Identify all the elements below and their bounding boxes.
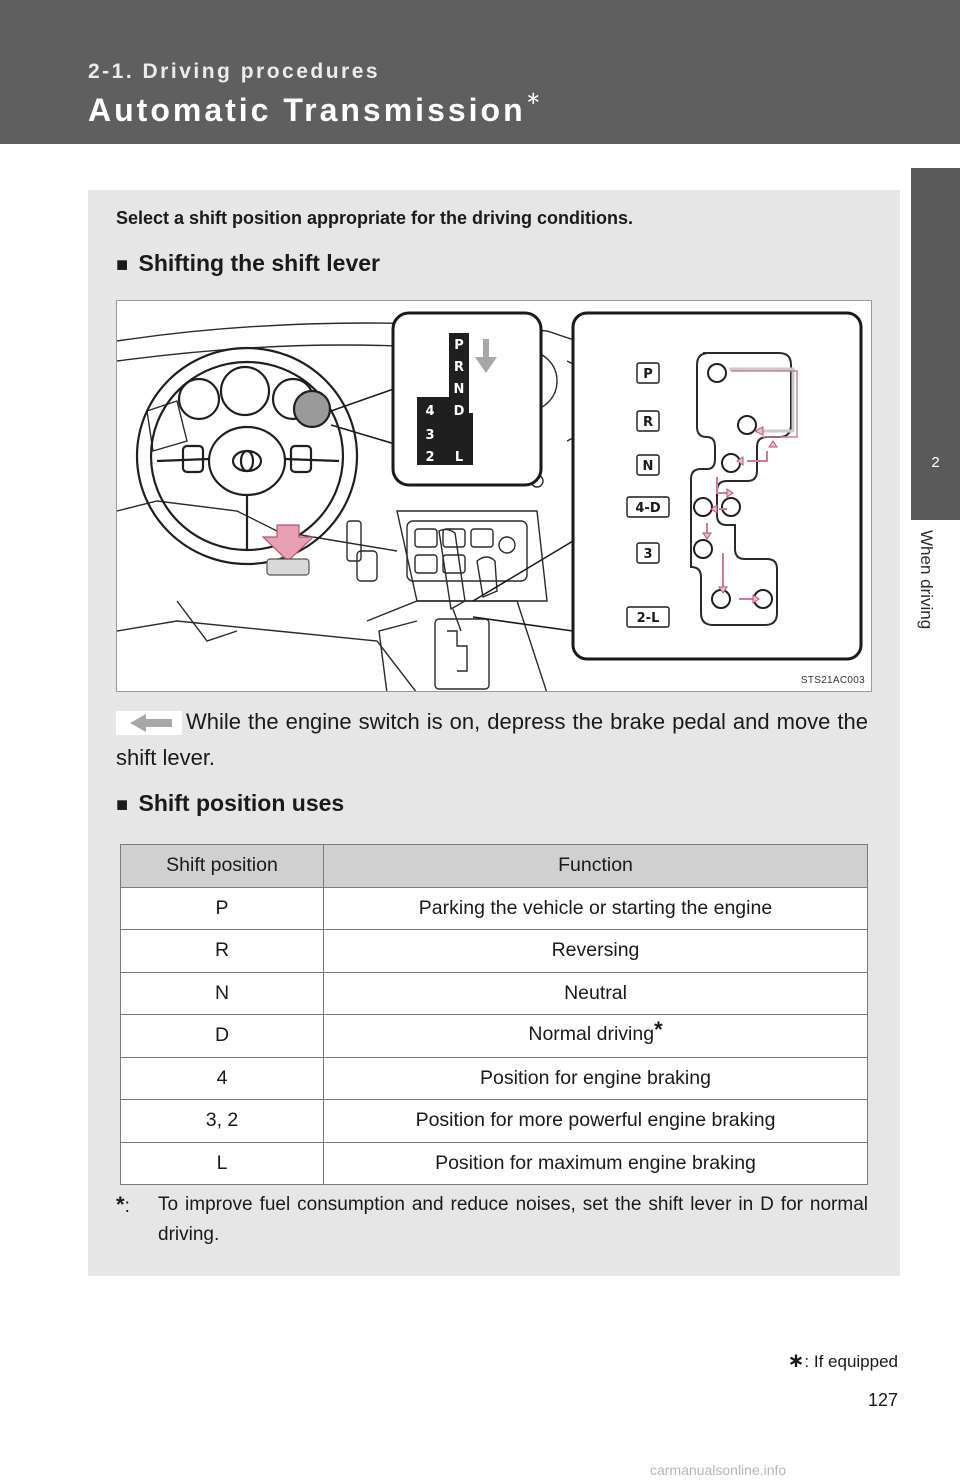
page-title	[88, 88, 541, 129]
subheading-uses	[116, 790, 344, 817]
dashboard-drawing	[117, 301, 872, 692]
gate-label-n: N	[453, 382, 465, 397]
gate-label-2: 2	[425, 450, 435, 465]
footnote-mark	[116, 1190, 130, 1222]
gate-label-3: 3	[425, 428, 435, 443]
footnote-colon: :	[124, 1196, 130, 1217]
position-cell: N	[121, 972, 324, 1015]
chapter-number: 2	[931, 454, 940, 471]
table-row	[121, 887, 868, 930]
page-header	[0, 0, 960, 144]
function-cell: Reversing	[324, 930, 868, 973]
subheading-shifting	[116, 250, 380, 277]
brake-note: While the engine switch is on, depress the brake pedal and move the shift lever.	[116, 709, 868, 770]
function-cell: Position for maximum engine braking	[324, 1142, 868, 1185]
square-bullet-icon: ■	[116, 794, 129, 816]
page-title-text: Automatic Transmission	[88, 92, 526, 128]
table-row	[121, 930, 868, 973]
table-row	[121, 972, 868, 1015]
if-equipped-note	[788, 1348, 898, 1373]
content-panel	[88, 190, 900, 1276]
chapter-tab[interactable]	[911, 168, 960, 520]
gate-label-d: D	[453, 404, 465, 419]
column-header-function: Function	[324, 845, 868, 888]
footnote-star: *	[116, 1192, 125, 1217]
pattern-label-p: P	[643, 367, 653, 382]
pattern-label-4-d: 4-D	[635, 501, 661, 516]
table-header-row	[121, 845, 868, 888]
function-cell: Parking the vehicle or starting the engine	[324, 887, 868, 930]
pattern-label-3: 3	[643, 547, 653, 562]
position-cell: R	[121, 930, 324, 973]
if-equipped-text: : If equipped	[804, 1352, 898, 1371]
table-row	[121, 1142, 868, 1185]
intro-text: Select a shift position appropriate for the driving conditions.	[116, 208, 634, 228]
gate-label-l: L	[454, 450, 464, 465]
function-text: Normal driving	[528, 1022, 655, 1045]
position-cell: D	[121, 1015, 324, 1058]
page-number: 127	[867, 1390, 898, 1410]
function-cell: Position for engine braking	[324, 1057, 868, 1100]
section-heading: 2-1. Driving procedures	[88, 60, 381, 83]
subheading-shifting-text: Shifting the shift lever	[138, 250, 381, 276]
position-cell: P	[121, 887, 324, 930]
table-row	[121, 1015, 868, 1058]
function-cell: Position for more powerful engine braking	[324, 1100, 868, 1143]
shift-lever-illustration	[116, 300, 872, 692]
table-row	[121, 1100, 868, 1143]
position-cell: 4	[121, 1057, 324, 1100]
table-row	[121, 1057, 868, 1100]
function-cell	[324, 1015, 868, 1058]
figure-code: STS21AC003	[800, 675, 865, 686]
pattern-label-n: N	[642, 459, 654, 474]
gate-label-r: R	[453, 360, 465, 375]
function-cell: Neutral	[324, 972, 868, 1015]
position-cell: 3, 2	[121, 1100, 324, 1143]
if-equipped-star: ∗	[787, 1350, 805, 1372]
pattern-label-r: R	[642, 415, 654, 430]
shift-position-table	[120, 844, 868, 1185]
subheading-uses-text: Shift position uses	[138, 790, 345, 816]
chapter-label: When driving	[917, 530, 936, 630]
square-bullet-icon: ■	[116, 254, 129, 276]
gate-label-4: 4	[425, 404, 435, 419]
footnote	[116, 1190, 868, 1250]
pattern-label-2-l: 2-L	[636, 611, 660, 626]
watermark: carmanualsonline.info	[650, 1462, 787, 1478]
column-header-position: Shift position	[121, 845, 324, 888]
gate-label-p: P	[454, 338, 464, 353]
footnote-text: To improve fuel consumption and reduce noises, set the shift lever in D for normal driving.	[158, 1194, 868, 1245]
footnote-star: *	[654, 1016, 663, 1042]
position-cell: L	[121, 1142, 324, 1185]
if-equipped-mark: ∗	[525, 88, 541, 108]
